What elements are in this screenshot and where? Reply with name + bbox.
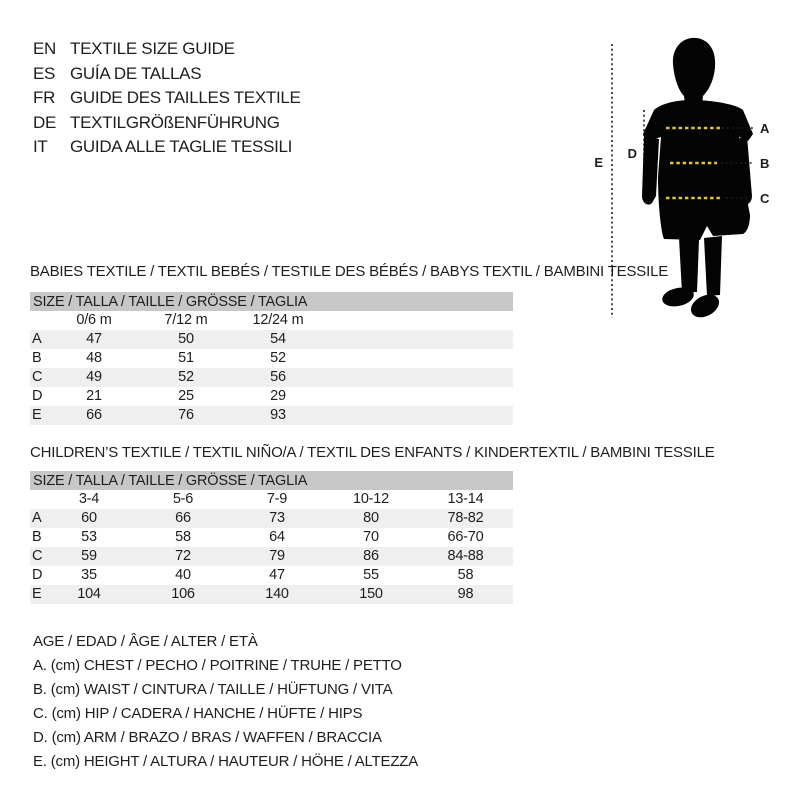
silhouette-left-arm: [642, 136, 659, 205]
babies-size-table: [30, 292, 513, 425]
language-title-block: [33, 37, 301, 160]
babies-size-header-bar: [30, 292, 513, 311]
silhouette-head: [673, 38, 715, 104]
lang-code-en: EN: [33, 39, 57, 58]
legend-chest-a: A. (cm) CHEST / PECHO / POITRINE / TRUHE / PETTO: [33, 657, 402, 674]
legend-age: AGE / EDAD / ÂGE / ALTER / ETÀ: [33, 633, 258, 650]
children-row-b: B 53 58 64 70 66-70: [32, 529, 484, 545]
babies-col-0: 0/6 m: [76, 312, 112, 328]
babies-row-e: E 66 76 93: [30, 406, 513, 425]
children-col-4: 13-14: [447, 491, 484, 507]
silhouette-shorts: [658, 174, 750, 240]
lang-title-it: GUIDA ALLE TAGLIE TESSILI: [70, 137, 293, 156]
lang-row-de: [33, 111, 301, 136]
children-size-table: [30, 471, 513, 604]
measurement-figure: [580, 25, 800, 325]
figure-label-c: C: [760, 191, 770, 206]
lang-title-en: TEXTILE SIZE GUIDE: [70, 39, 235, 58]
children-row-c: C 59 72 79 86 84-88: [30, 547, 513, 566]
babies-row-d: D 21 25 29: [32, 388, 286, 404]
legend-waist-b: B. (cm) WAIST / CINTURA / TAILLE / HÜFTUNG / VITA: [33, 681, 393, 698]
babies-row-c: C 49 52 56: [30, 368, 513, 387]
children-col-2: 7-9: [266, 491, 288, 507]
children-size-header-label: SIZE / TALLA / TAILLE / GRÖSSE / TAGLIA: [33, 472, 308, 489]
children-column-header-row: [30, 490, 513, 509]
children-col-3: 10-12: [352, 491, 390, 507]
babies-size-header-label: SIZE / TALLA / TAILLE / GRÖSSE / TAGLIA: [33, 293, 308, 310]
children-row-a: A 60 66 73 80 78-82: [30, 509, 513, 528]
babies-col-2: 12/24 m: [252, 312, 304, 328]
figure-label-d: D: [627, 146, 637, 161]
children-col-0: 3-4: [78, 491, 100, 507]
legend-arm-d: D. (cm) ARM / BRAZO / BRAS / WAFFEN / BRACCIA: [33, 729, 382, 746]
babies-row-b: B 48 51 52: [32, 350, 286, 366]
lang-row-es: [33, 62, 301, 87]
children-col-1: 5-6: [172, 491, 194, 507]
child-silhouette-diagram: [580, 25, 800, 325]
measurement-legend: [33, 630, 418, 774]
children-row-d: D 35 40 47 55 58: [32, 567, 474, 583]
children-size-header-bar: [30, 471, 513, 490]
babies-column-header-row: [30, 311, 513, 330]
lang-title-es: GUÍA DE TALLAS: [70, 63, 202, 83]
lang-row-en: [33, 37, 301, 62]
silhouette-right-leg: [704, 236, 722, 296]
figure-label-e: E: [594, 155, 603, 170]
babies-row-a: A 47 50 54: [30, 330, 513, 349]
legend-hip-c: C. (cm) HIP / CADERA / HANCHE / HÜFTE / HIPS: [33, 705, 363, 722]
children-row-e: E 104 106 140 150 98: [30, 585, 513, 604]
lang-row-it: [33, 135, 301, 160]
lang-title-fr: GUIDE DES TAILLES TEXTILE: [70, 88, 301, 107]
lang-code-fr: FR: [33, 88, 56, 107]
lang-code-de: DE: [33, 112, 57, 132]
legend-height-e: E. (cm) HEIGHT / ALTURA / HAUTEUR / HÖHE / ALTEZZA: [33, 753, 419, 770]
lang-title-de: TEXTILGRÖßENFÜHRUNG: [70, 112, 280, 132]
babies-section-title: BABIES TEXTILE / TEXTIL BEBÉS / TESTILE DES BÉBÉS / BABYS TEXTIL / BAMBINI TESSILE: [30, 263, 669, 280]
children-section-title: CHILDREN’S TEXTILE / TEXTIL NIÑO/A / TEXTIL DES ENFANTS / KINDERTEXTIL / BAMBINI TESSILE: [30, 444, 715, 461]
figure-label-b: B: [760, 156, 770, 171]
lang-code-it: IT: [33, 137, 48, 156]
lang-row-fr: [33, 86, 301, 111]
babies-col-1: 7/12 m: [164, 312, 208, 328]
silhouette-left-leg: [679, 238, 699, 293]
lang-code-es: ES: [33, 63, 56, 83]
figure-label-a: A: [760, 121, 770, 136]
silhouette-shirt: [643, 100, 753, 177]
